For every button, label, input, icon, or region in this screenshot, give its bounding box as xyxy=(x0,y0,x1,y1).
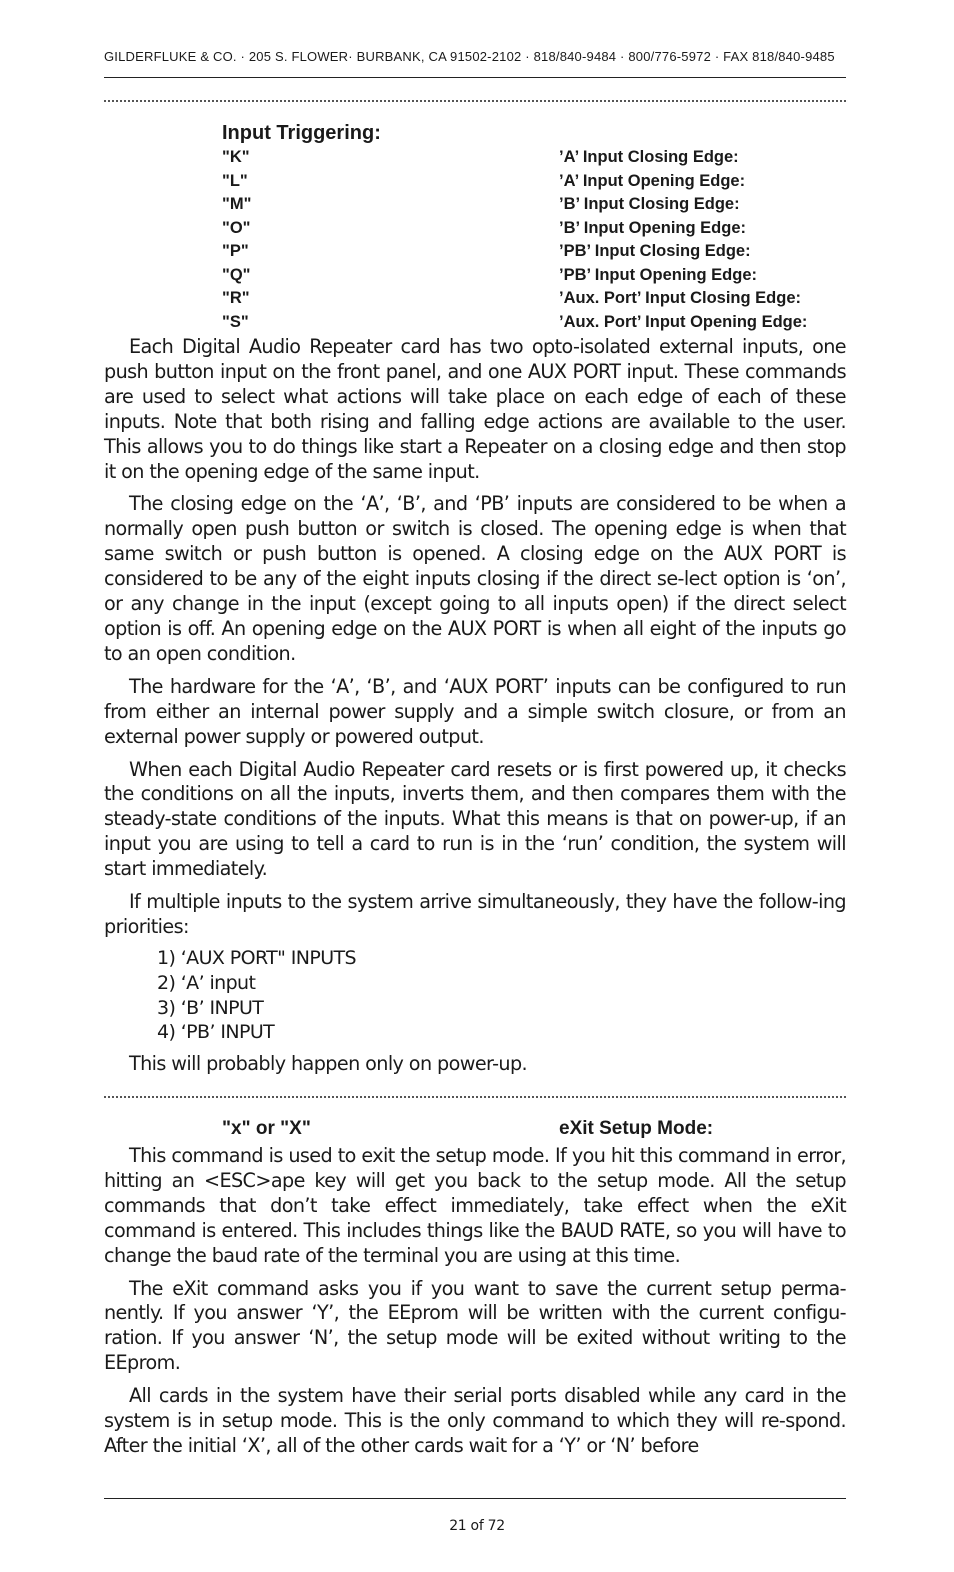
command-key: "O" xyxy=(222,218,251,237)
command-key: "S" xyxy=(222,312,249,331)
body-paragraph: Each Digital Audio Repeater card has two opto-isolated external inputs, one push button input on the front panel, and one AUX PORT input. These commands are used to select what actions will take place on each edge of each of these inputs. Note that both rising and falling edge actions are available to the user. This allows you to do things like start a Repeater on a closing edge and then stop it on the opening edge of the same input. xyxy=(104,335,846,483)
body-paragraph: This command is used to exit the setup mode. If you hit this command in error, hitting an <ESC>ape key will get you back to the setup mode. All the setup commands that don’t take effect immediately, take effect when the eXit command is entered. This includes things like the BAUD RATE, so you will have to change the baud rate of the terminal you are using at this time. xyxy=(104,1144,846,1267)
command-row xyxy=(222,195,842,219)
command-desc: ’PB’ Input Closing Edge: xyxy=(559,242,751,260)
input-triggering-body xyxy=(104,335,846,948)
command-desc: ’B’ Input Opening Edge: xyxy=(559,218,746,237)
command-key: "K" xyxy=(222,148,250,166)
exit-command-title: eXit Setup Mode: xyxy=(559,1118,714,1139)
command-row xyxy=(222,266,842,290)
body-paragraph: When each Digital Audio Repeater card resets or is first powered up, it checks the conditions on all the inputs, inverts them, and then compares them with the steady-state conditions of the inputs. What this means is that on power-up, if an input you are using to tell a card to run is in the ‘run’ condition, the system will start immediately. xyxy=(104,757,846,881)
priority-item: 1) ‘AUX PORT" INPUTS xyxy=(157,947,357,969)
body-paragraph: The hardware for the ‘A’, ‘B’, and ‘AUX PORT’ inputs can be configured to run from either an internal power supply and a simple switch closure, or from an external power supply or powered output. xyxy=(104,674,846,748)
dotted-divider-top xyxy=(104,100,846,102)
body-paragraph: If multiple inputs to the system arrive simultaneously, they have the follow-ing priorities: xyxy=(104,890,846,938)
priority-item: 4) ‘PB’ INPUT xyxy=(157,1021,275,1044)
command-key: "Q" xyxy=(222,265,251,284)
command-desc: ’A’ Input Opening Edge: xyxy=(559,171,746,190)
exit-setup-body xyxy=(104,1144,846,1467)
command-desc: ’B’ Input Closing Edge: xyxy=(559,195,740,213)
command-key: "L" xyxy=(222,171,248,190)
header-rule xyxy=(104,77,846,78)
command-row xyxy=(222,242,842,266)
command-key: "M" xyxy=(222,195,252,213)
command-key: "P" xyxy=(222,242,249,260)
exit-command-row xyxy=(222,1118,842,1144)
exit-command-key: "x" or "X" xyxy=(222,1118,311,1139)
closing-note: This will probably happen only on power-up. xyxy=(129,1052,528,1075)
footer-rule xyxy=(104,1498,846,1499)
input-triggering-title: Input Triggering: xyxy=(222,122,381,144)
body-paragraph: The eXit command asks you if you want to save the current setup perma-nently. If you answer ‘Y’, the EEprom will be written with the current configu-ration. If you answer ‘N’, the setup mode will be exited without writing to the EEprom. xyxy=(104,1276,846,1375)
command-row xyxy=(222,219,842,243)
priority-item: 2) ‘A’ input xyxy=(157,971,256,994)
command-row xyxy=(222,289,842,313)
command-desc: ’Aux. Port’ Input Opening Edge: xyxy=(559,312,808,331)
body-paragraph: The closing edge on the ‘A’, ‘B’, and ‘PB’ inputs are considered to be when a normally open push button or switch is closed. The opening edge is when that same switch or push button is opened. A closing edge on the AUX PORT is considered to be any of the eight inputs closing if the direct se-lect option is ‘on’, or any change in the input (except going to all inputs open) if the direct select option is off. An opening edge on the AUX PORT is when all eight of the inputs go to an open condition. xyxy=(104,492,846,665)
command-row xyxy=(222,172,842,196)
page-header: GILDERFLUKE & CO. · 205 S. FLOWER· BURBANK, CA 91502-2102 · 818/840-9484 · 800/776-5972 · FAX 818/840-9485 xyxy=(104,49,835,64)
body-paragraph: All cards in the system have their serial ports disabled while any card in the system is in setup mode. This is the only command to which they will re-spond. After the initial ‘X’, all of the other cards wait for a ‘Y’ or ‘N’ before xyxy=(104,1384,846,1457)
command-table xyxy=(222,148,842,336)
command-row xyxy=(222,148,842,172)
page-number: 21 of 72 xyxy=(449,1518,505,1534)
priority-list xyxy=(157,946,356,1045)
command-desc: ’PB’ Input Opening Edge: xyxy=(559,265,757,284)
command-key: "R" xyxy=(222,289,250,307)
command-desc: ’Aux. Port’ Input Closing Edge: xyxy=(559,289,801,307)
dotted-divider-middle xyxy=(104,1096,846,1098)
command-row xyxy=(222,313,842,337)
command-desc: ’A’ Input Closing Edge: xyxy=(559,148,739,166)
priority-item: 3) ‘B’ INPUT xyxy=(157,996,264,1019)
